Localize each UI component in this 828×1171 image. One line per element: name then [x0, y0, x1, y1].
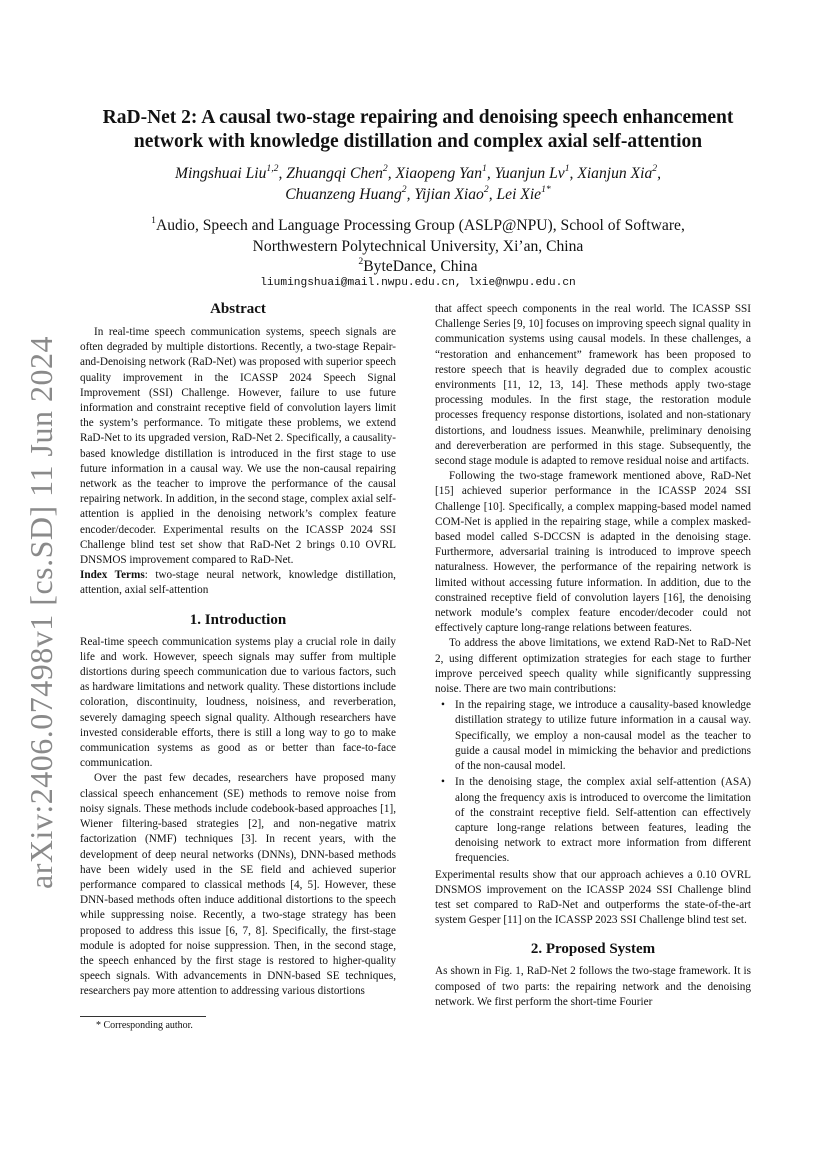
contribution-item: • In the repairing stage, we introduce a causality-based knowledge distillation strategy to utilize future information in a causal way. Specifically, we employ a non-causal model as the teacher to guide a causal model in mimicking the behavior and predictions of the non-causal model. — [449, 698, 751, 774]
contributions-list — [435, 698, 751, 866]
contribution-item: • In the denoising stage, the complex axial self-attention (ASA) along the frequency axis is introduced to overcome the limitation of the constraint receptive field. Self-attention can effectively capture long-range relations between features, leading the denoising network to extract more information from different frequencies. — [449, 775, 751, 866]
footnote: * Corresponding author. — [96, 1020, 193, 1031]
proposed-paragraph-1: As shown in Fig. 1, RaD-Net 2 follows the two-stage framework. It is composed of two parts: the repairing network and the denoising network. We first perform the short-time Fourier — [435, 965, 751, 1008]
arxiv-identifier — [10, 335, 72, 889]
abstract-text: In real-time speech communication systems, speech signals are often degraded by multiple distortions. Recently, a two-stage Repair-and-Denoising network (RaD-Net) was proposed with superior speech quality improvement in the ICASSP 2024 Speech Signal Improvement (SSI) Challenge. However, failure to use future information and constraint receptive field of convolution layers limit the system’s performance. To mitigate these problems, we extend RaD-Net to its upgraded version, RaD-Net 2. Specifically, a causality-based knowledge distillation is introduced in the first stage to use future information in a causal way. We use the non-causal repairing network as the teacher to improve the performance of the causal repairing network. In addition, in the second stage, complex axial self-attention is applied in the denoising network’s complex feature encoder/decoder. Experimental results on the ICASSP 2024 SSI Challenge blind test set show that RaD-Net 2 brings 0.10 OVRL DNSMOS improvement compared to RaD-Net. — [80, 326, 396, 567]
affiliation-1-cont: Northwestern Polytechnical University, Xi’an, China — [252, 237, 584, 255]
intro-paragraph-4: Following the two-stage framework mentioned above, RaD-Net [15] achieved superior performance in the ICASSP 2024 SSI Challenge [10]. Specifically, a complex mapping-based model named COM-Net is applied in the repairing stage, while a complex masked-based model called S-DCCSN is adapted in the denoising stage. Furthermore, adversarial training is introduced to improve speech naturalness. However, the performance of the repairing network is limited without accessing future information. In addition, due to the constrained receptive field of convolution layers [16], the denoising network module’s complex feature encoder/decoder could not effectively capture long-range relations between features. — [435, 470, 751, 635]
author: Mingshuai Liu$^{1,2}$, — [174, 162, 287, 182]
intro-paragraph-2: Over the past few decades, researchers have proposed many classical speech enhancement (SE) methods to remove noise from noisy signals. These methods include codebook-based approaches [1], Wiener filtering-based strategies [2], and non-negative matrix factorization (NMF) techniques [3]. In recent years, with the development of deep neural networks (DNNs), DNN-based methods have been widely used in the SE field and achieved superior performance compared to classical methods [4, 5]. However, these DNN-based methods often induce additional distortions to the speech while suppressing noise. Recently, a two-stage strategy has been proposed to address this issue [6, 7, 8]. Specifically, the first-stage module is adopted for noise suppression. Then, in the second stage, the speech enhanced by the first stage is restored to higher-quality speech signals. With advancements in DNN-based SE techniques, researchers pay more attention to addressing various distortions — [80, 772, 396, 998]
index-terms: Index Terms: two-stage neural network, knowledge distillation, attention, axial self-attention — [80, 569, 396, 597]
author: Yuanjun Lv$^1$, — [494, 162, 578, 182]
author-list — [86, 163, 750, 205]
paper-title: RaD-Net 2: A causal two-stage repairing and denoising speech enhancement network with knowledge distillation and complex axial self-attention — [102, 107, 734, 152]
author-emails: liumingshuai@mail.nwpu.edu.cn, lxie@nwpu.edu.cn — [260, 277, 576, 289]
author: Lei Xie$^{1*}$ — [496, 183, 551, 203]
section-heading-introduction: 1. Introduction — [189, 611, 287, 628]
affiliations — [86, 216, 750, 278]
arxiv-identifier-text: arXiv:2406.07498v1 [cs.SD] 11 Jun 2024 — [22, 335, 59, 889]
left-column — [80, 300, 396, 1000]
author: Xianjun Xia$^2$, — [577, 162, 661, 182]
abstract-heading: Abstract — [210, 301, 266, 317]
author: Yijian Xiao$^2$, — [414, 183, 497, 203]
intro-paragraph-1: Real-time speech communication systems play a crucial role in daily life and work. However, speech signals may suffer from multiple distortions during speech communication due to various factors, such as hardware limitations and network quality. These distortions include coloration, discontinuity, loudness, noisiness, and reverberation, severely damaging speech signal quality. Although researchers have invested considerable efforts, there is still a long way to go to make communication systems as good as or better than face-to-face communication. — [80, 635, 396, 770]
abstract-body — [80, 325, 396, 599]
affiliation-2: $^2$ByteDance, China — [358, 255, 478, 275]
author: Zhuangqi Chen$^2$, — [286, 162, 396, 182]
section-heading-proposed-system: 2. Proposed System — [530, 941, 656, 958]
author: Chuanzeng Huang$^2$, — [285, 183, 415, 203]
right-column — [435, 302, 751, 1010]
intro-paragraph-6: Experimental results show that our approach achieves a 0.10 OVRL DNSMOS improvement on the ICASSP 2024 SSI Challenge blind test set compared to RaD-Net and outperforms the state-of-the-art system Gesper [11] on the ICASSP 2023 SSI Challenge blind test set. — [435, 868, 751, 927]
author: Xiaopeng Yan$^1$, — [395, 162, 495, 182]
intro-paragraph-5: To address the above limitations, we extend RaD-Net to RaD-Net 2, using different optimization strategies for each stage to further improve perceived speech quality while significantly suppressing noise. There are two main contributions: — [435, 637, 751, 696]
footnote-divider — [80, 1016, 206, 1017]
intro-paragraph-3: that affect speech components in the real world. The ICASSP SSI Challenge Series [9, 10] focuses on improving speech signal quality in communication systems using causal models. In these challenges, a “restoration and enhancement” framework has been proposed to restore speech that is heavily degraded due to complex acoustic environments [11, 12, 13, 14]. These methods apply two-stage processing modules. In the first stage, the restoration module processes frequency response distortions, isolated and non-stationary distortions, and loudness issues. Meanwhile, preliminary denoising and dereverberation are performed in this stage. Subsequently, the second stage module is adapted to remove residual noise and artifacts. — [435, 303, 751, 468]
affiliation-1: $^1$Audio, Speech and Language Processing Group (ASLP@NPU), School of Software, — [151, 214, 685, 234]
